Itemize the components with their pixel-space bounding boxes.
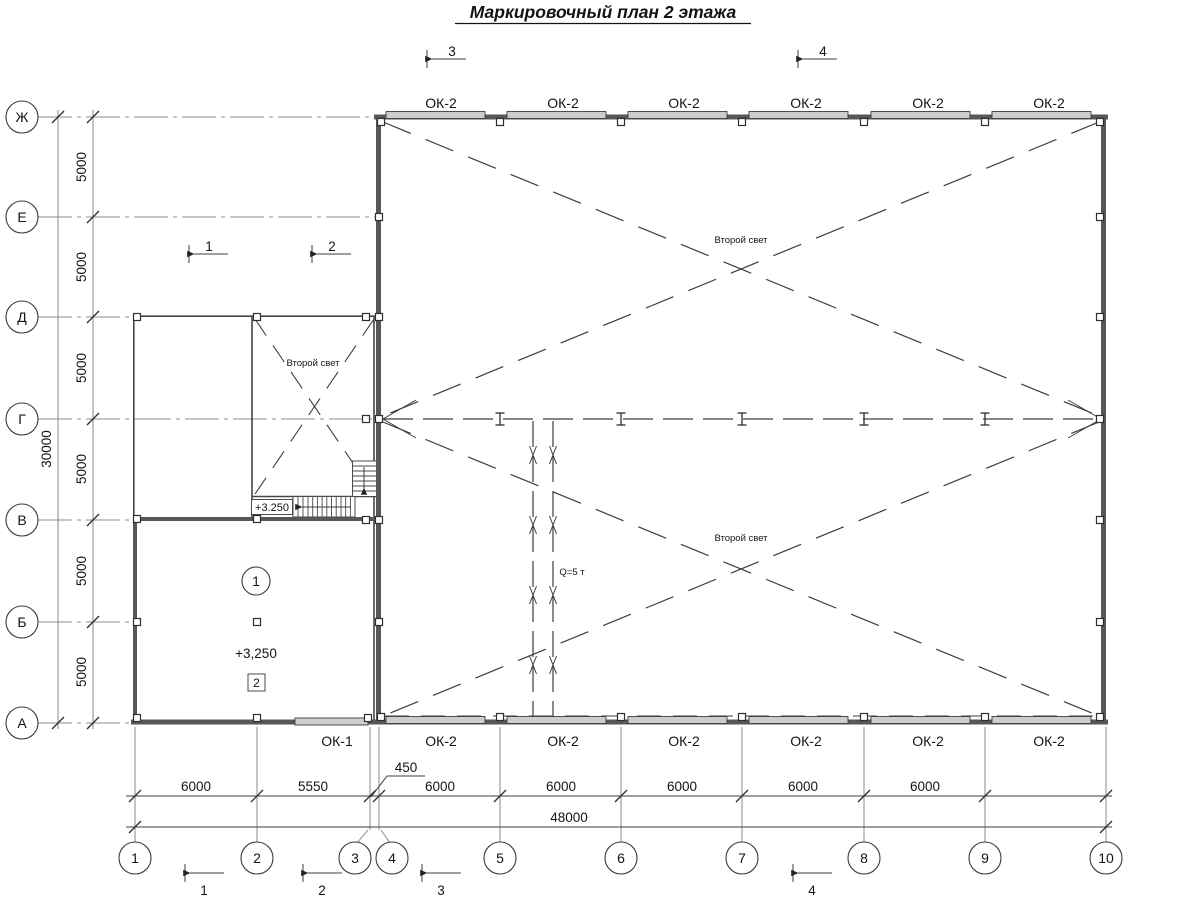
section-marks bbox=[185, 44, 837, 898]
column-markers bbox=[134, 119, 1104, 722]
axis-label-6: 6 bbox=[617, 850, 625, 866]
window-symbols bbox=[295, 112, 1091, 726]
section-mark-4-top: 4 bbox=[819, 44, 827, 59]
drawing-title bbox=[455, 2, 751, 24]
axis-label-zh: Ж bbox=[15, 109, 29, 125]
axis-label-v: В bbox=[17, 512, 27, 528]
room-annotations bbox=[235, 235, 768, 691]
section-mark-3-top: 3 bbox=[448, 44, 456, 59]
axis-label-d: Д bbox=[17, 309, 27, 325]
dim-5000: 5000 bbox=[74, 453, 89, 485]
axis-label-10: 10 bbox=[1098, 850, 1114, 866]
window-label: ОК-2 bbox=[790, 95, 822, 111]
dim-6000: 6000 bbox=[787, 779, 819, 794]
floor-elevation-label: +3,250 bbox=[235, 646, 277, 661]
section-mark-2-mid: 2 bbox=[328, 239, 336, 254]
dim-6000: 6000 bbox=[666, 779, 698, 794]
axis-label-4: 4 bbox=[388, 850, 396, 866]
dim-5000: 5000 bbox=[74, 352, 89, 384]
window-label: ОК-2 bbox=[1033, 733, 1065, 749]
axis-label-1: 1 bbox=[131, 850, 139, 866]
window-labels bbox=[321, 95, 1065, 749]
crane-beam-axis-g bbox=[383, 400, 1101, 438]
dim-450: 450 bbox=[394, 760, 418, 775]
axis-label-8: 8 bbox=[860, 850, 868, 866]
axis-label-b: Б bbox=[17, 614, 27, 630]
col-axis-bubbles bbox=[119, 842, 1122, 874]
section-mark-1-bottom: 1 bbox=[200, 883, 208, 898]
section-mark-3-bottom: 3 bbox=[437, 883, 445, 898]
section-mark-2-bottom: 2 bbox=[318, 883, 326, 898]
axis-label-e: Е bbox=[17, 209, 27, 225]
room-number: 1 bbox=[252, 573, 260, 589]
dim-6000: 6000 bbox=[180, 779, 212, 794]
axis-label-a: А bbox=[17, 715, 27, 731]
window-ok1 bbox=[295, 718, 368, 725]
axis-label-g: Г bbox=[18, 411, 26, 427]
dim-5000: 5000 bbox=[74, 151, 89, 183]
second-light-top-label: Второй свет bbox=[714, 235, 768, 246]
bottom-dimensions bbox=[126, 727, 1112, 843]
second-light-bottom-label: Второй свет bbox=[714, 533, 768, 544]
grid-axis-lines bbox=[38, 117, 376, 723]
window-label: ОК-2 bbox=[912, 733, 944, 749]
dim-5000: 5000 bbox=[74, 555, 89, 587]
dim-30000: 30000 bbox=[39, 430, 54, 468]
window-label: ОК-2 bbox=[912, 95, 944, 111]
row-axis-bubbles bbox=[6, 101, 38, 739]
window-label: ОК-2 bbox=[425, 95, 457, 111]
section-mark-4-bottom: 4 bbox=[808, 883, 816, 898]
axis-label-3: 3 bbox=[351, 850, 359, 866]
window-label: ОК-2 bbox=[668, 733, 700, 749]
dim-6000: 6000 bbox=[424, 779, 456, 794]
dim-6000: 6000 bbox=[909, 779, 941, 794]
second-light-mezz-label: Второй свет bbox=[286, 358, 340, 369]
dim-5000: 5000 bbox=[74, 251, 89, 283]
dim-5000: 5000 bbox=[74, 656, 89, 688]
dim-48000: 48000 bbox=[550, 810, 588, 825]
window-label: ОК-2 bbox=[425, 733, 457, 749]
axis-label-7: 7 bbox=[738, 850, 746, 866]
window-label: ОК-2 bbox=[547, 95, 579, 111]
stair-elevation-label: +3.250 bbox=[255, 502, 289, 514]
axis-label-9: 9 bbox=[981, 850, 989, 866]
section-mark-1-mid: 1 bbox=[205, 239, 213, 254]
dim-6000: 6000 bbox=[545, 779, 577, 794]
axis-label-2: 2 bbox=[253, 850, 261, 866]
crane-capacity-label: Q=5 т bbox=[559, 567, 585, 578]
axis-label-5: 5 bbox=[496, 850, 504, 866]
window-label-ok1: ОК-1 bbox=[321, 733, 353, 749]
window-label: ОК-2 bbox=[1033, 95, 1065, 111]
window-label: ОК-2 bbox=[547, 733, 579, 749]
staircase bbox=[252, 461, 378, 517]
dim-5550: 5550 bbox=[297, 779, 329, 794]
room-tag: 2 bbox=[253, 676, 260, 690]
crane-rails bbox=[530, 421, 557, 717]
page-title: Маркировочный план 2 этажа bbox=[469, 2, 737, 22]
window-label: ОК-2 bbox=[790, 733, 822, 749]
window-label: ОК-2 bbox=[668, 95, 700, 111]
